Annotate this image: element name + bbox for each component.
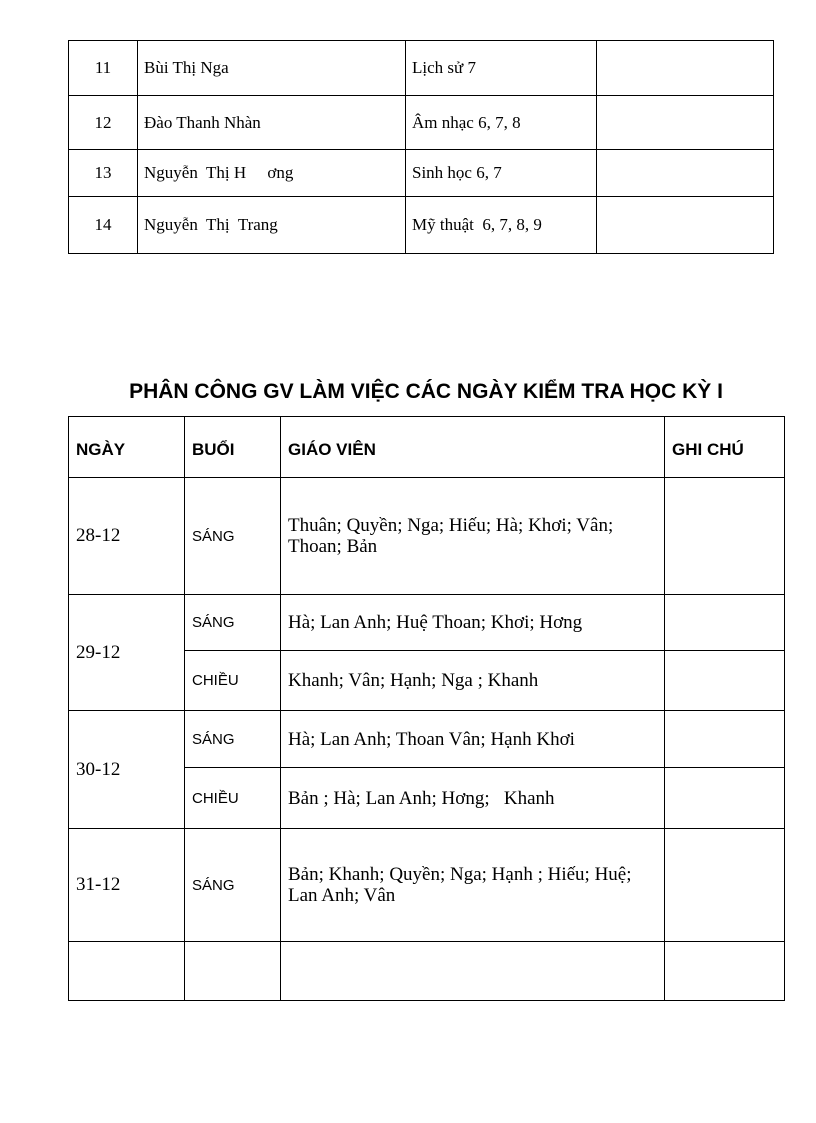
teachers-cell: Khanh; Vân; Hạnh; Nga ; Khanh	[281, 651, 665, 711]
note-cell	[665, 829, 785, 942]
teachers-cell: Hà; Lan Anh; Thoan Vân; Hạnh Khơi	[281, 711, 665, 768]
session-cell: SÁNG	[185, 829, 281, 942]
note-cell	[665, 942, 785, 1001]
column-header-teachers: GIÁO VIÊN	[281, 417, 665, 478]
date-cell: 31-12	[69, 829, 185, 942]
table-row	[69, 595, 785, 651]
row-number: 12	[69, 96, 138, 150]
note-cell	[665, 595, 785, 651]
subject-cell: Lịch sử 7	[406, 41, 597, 96]
subject-cell: Âm nhạc 6, 7, 8	[406, 96, 597, 150]
date-cell: 30-12	[69, 711, 185, 829]
teacher-name: Đào Thanh Nhàn	[138, 96, 406, 150]
subject-cell: Sinh học 6, 7	[406, 150, 597, 197]
exam-schedule-table	[68, 416, 785, 1001]
note-cell	[665, 478, 785, 595]
note-cell	[597, 96, 774, 150]
page-title: PHÂN CÔNG GV LÀM VIỆC CÁC NGÀY KIỂM TRA HỌC KỲ I	[129, 380, 723, 403]
date-cell	[69, 942, 185, 1001]
row-number: 13	[69, 150, 138, 197]
table-row	[69, 478, 785, 595]
table-row	[69, 41, 774, 96]
note-cell	[597, 150, 774, 197]
column-header-note: GHI CHÚ	[665, 417, 785, 478]
note-cell	[665, 651, 785, 711]
date-cell: 28-12	[69, 478, 185, 595]
table-row	[69, 711, 785, 768]
teachers-cell: Hà; Lan Anh; Huệ Thoan; Khơi; Hơng	[281, 595, 665, 651]
session-cell: SÁNG	[185, 478, 281, 595]
note-cell	[597, 41, 774, 96]
row-number: 11	[69, 41, 138, 96]
teacher-name: Nguyễn Thị Trang	[138, 197, 406, 254]
teachers-cell: Bản; Khanh; Quyền; Nga; Hạnh ; Hiếu; Huệ; Lan Anh; Vân	[281, 829, 665, 942]
session-cell: CHIỀU	[185, 651, 281, 711]
subject-cell: Mỹ thuật 6, 7, 8, 9	[406, 197, 597, 254]
column-header-day: NGÀY	[69, 417, 185, 478]
session-cell	[185, 942, 281, 1001]
note-cell	[665, 711, 785, 768]
table-row	[69, 150, 774, 197]
teachers-cell	[281, 942, 665, 1001]
session-cell: CHIỀU	[185, 768, 281, 829]
header-row	[69, 417, 785, 478]
subject-assignment-table	[68, 40, 774, 254]
table-row	[69, 96, 774, 150]
session-cell: SÁNG	[185, 595, 281, 651]
table-row	[69, 197, 774, 254]
session-cell: SÁNG	[185, 711, 281, 768]
date-cell: 29-12	[69, 595, 185, 711]
teachers-cell: Bản ; Hà; Lan Anh; Hơng; Khanh	[281, 768, 665, 829]
teachers-cell: Thuân; Quyền; Nga; Hiếu; Hà; Khơi; Vân; Thoan; Bản	[281, 478, 665, 595]
note-cell	[597, 197, 774, 254]
note-cell	[665, 768, 785, 829]
column-header-session: BUỔI	[185, 417, 281, 478]
table-row	[69, 829, 785, 942]
teacher-name: Nguyễn Thị H ơng	[138, 150, 406, 197]
teacher-name: Bùi Thị Nga	[138, 41, 406, 96]
row-number: 14	[69, 197, 138, 254]
table-row	[69, 942, 785, 1001]
